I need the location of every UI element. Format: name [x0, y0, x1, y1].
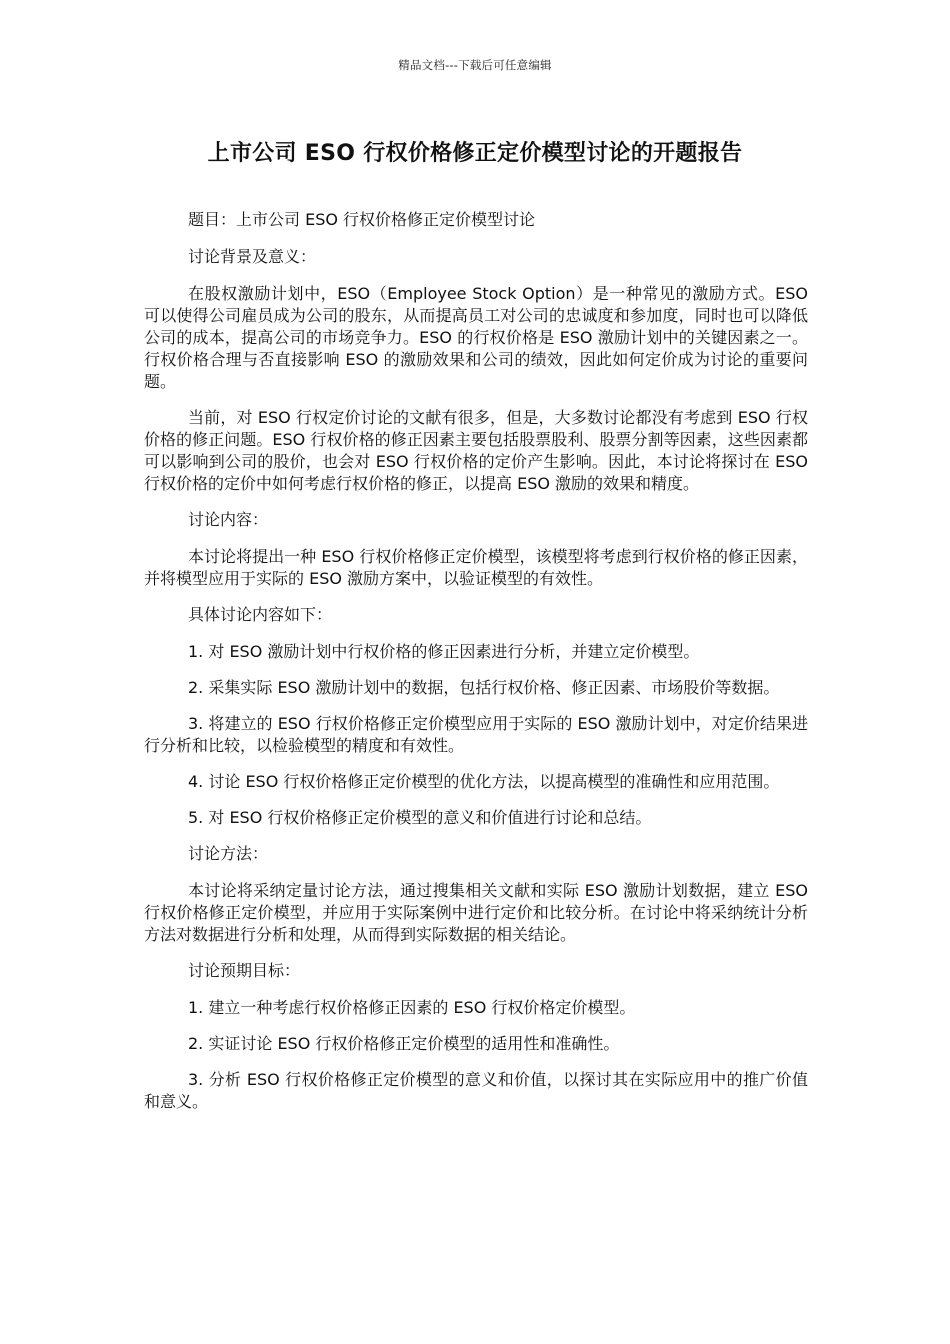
list-item: 2. 实证讨论 ESO 行权价格修正定价模型的适用性和准确性。	[188, 1034, 620, 1053]
list-item: 1. 对 ESO 激励计划中行权价格的修正因素进行分析，并建立定价模型。	[188, 642, 700, 661]
header-note: 精品文档---下载后可任意编辑	[398, 58, 552, 72]
list-item: 4. 讨论 ESO 行权价格修正定价模型的优化方法，以提高模型的准确性和应用范围。	[188, 772, 780, 791]
paragraph-background-2: 当前，对 ESO 行权定价讨论的文献有很多，但是，大多数讨论都没有考虑到 ESO 行权价格的修正问题。ESO 行权价格的修正因素主要包括股票股利、股票分割等因素，这些因素都可以影响到公司的股价，也会对 ESO 行权价格的定价产生影响。因此，本讨论将探讨在 ESO 行权价格的定价中如何考虑行权价格的修正，以提高 ESO 激励的效果和精度。	[144, 408, 808, 493]
list-item: 1. 建立一种考虑行权价格修正因素的 ESO 行权价格定价模型。	[188, 998, 636, 1017]
section-heading-background: 讨论背景及意义：	[188, 247, 317, 266]
document-body	[144, 209, 808, 1127]
section-heading-goals: 讨论预期目标：	[188, 961, 301, 980]
list-item: 2. 采集实际 ESO 激励计划中的数据，包括行权价格、修正因素、市场股价等数据。	[188, 678, 780, 697]
section-heading-content: 讨论内容：	[188, 510, 269, 529]
topic-line: 题目：上市公司 ESO 行权价格修正定价模型讨论	[188, 210, 536, 229]
paragraph-content-intro: 本讨论将提出一种 ESO 行权价格修正定价模型，该模型将考虑到行权价格的修正因素，并将模型应用于实际的 ESO 激励方案中，以验证模型的有效性。	[144, 547, 808, 588]
list-item: 5. 对 ESO 行权价格修正定价模型的意义和价值进行讨论和总结。	[188, 808, 652, 827]
list-item: 3. 将建立的 ESO 行权价格修正定价模型应用于实际的 ESO 激励计划中，对定价结果进行分析和比较，以检验模型的精度和有效性。	[144, 714, 808, 755]
content-list-heading: 具体讨论内容如下：	[188, 605, 333, 624]
page-title: 上市公司 ESO 行权价格修正定价模型讨论的开题报告	[207, 141, 743, 166]
paragraph-background-1: 在股权激励计划中，ESO（Employee Stock Option）是一种常见的激励方式。ESO 可以使得公司雇员成为公司的股东，从而提高员工对公司的忠诚度和参加度，同时也可以降低公司的成本，提高公司的市场竞争力。ESO 的行权价格是 ESO 激励计划中的关键因素之一。行权价格合理与否直接影响 ESO 的激励效果和公司的绩效，因此如何定价成为讨论的重要问题。	[144, 284, 808, 391]
paragraph-method: 本讨论将采纳定量讨论方法，通过搜集相关文献和实际 ESO 激励计划数据，建立 ESO 行权价格修正定价模型，并应用于实际案例中进行定价和比较分析。在讨论中将采纳统计分析方法对数据进行分析和处理，从而得到实际数据的相关结论。	[144, 881, 808, 944]
list-item: 3. 分析 ESO 行权价格修正定价模型的意义和价值，以探讨其在实际应用中的推广价值和意义。	[144, 1070, 808, 1111]
section-heading-method: 讨论方法：	[188, 844, 269, 863]
